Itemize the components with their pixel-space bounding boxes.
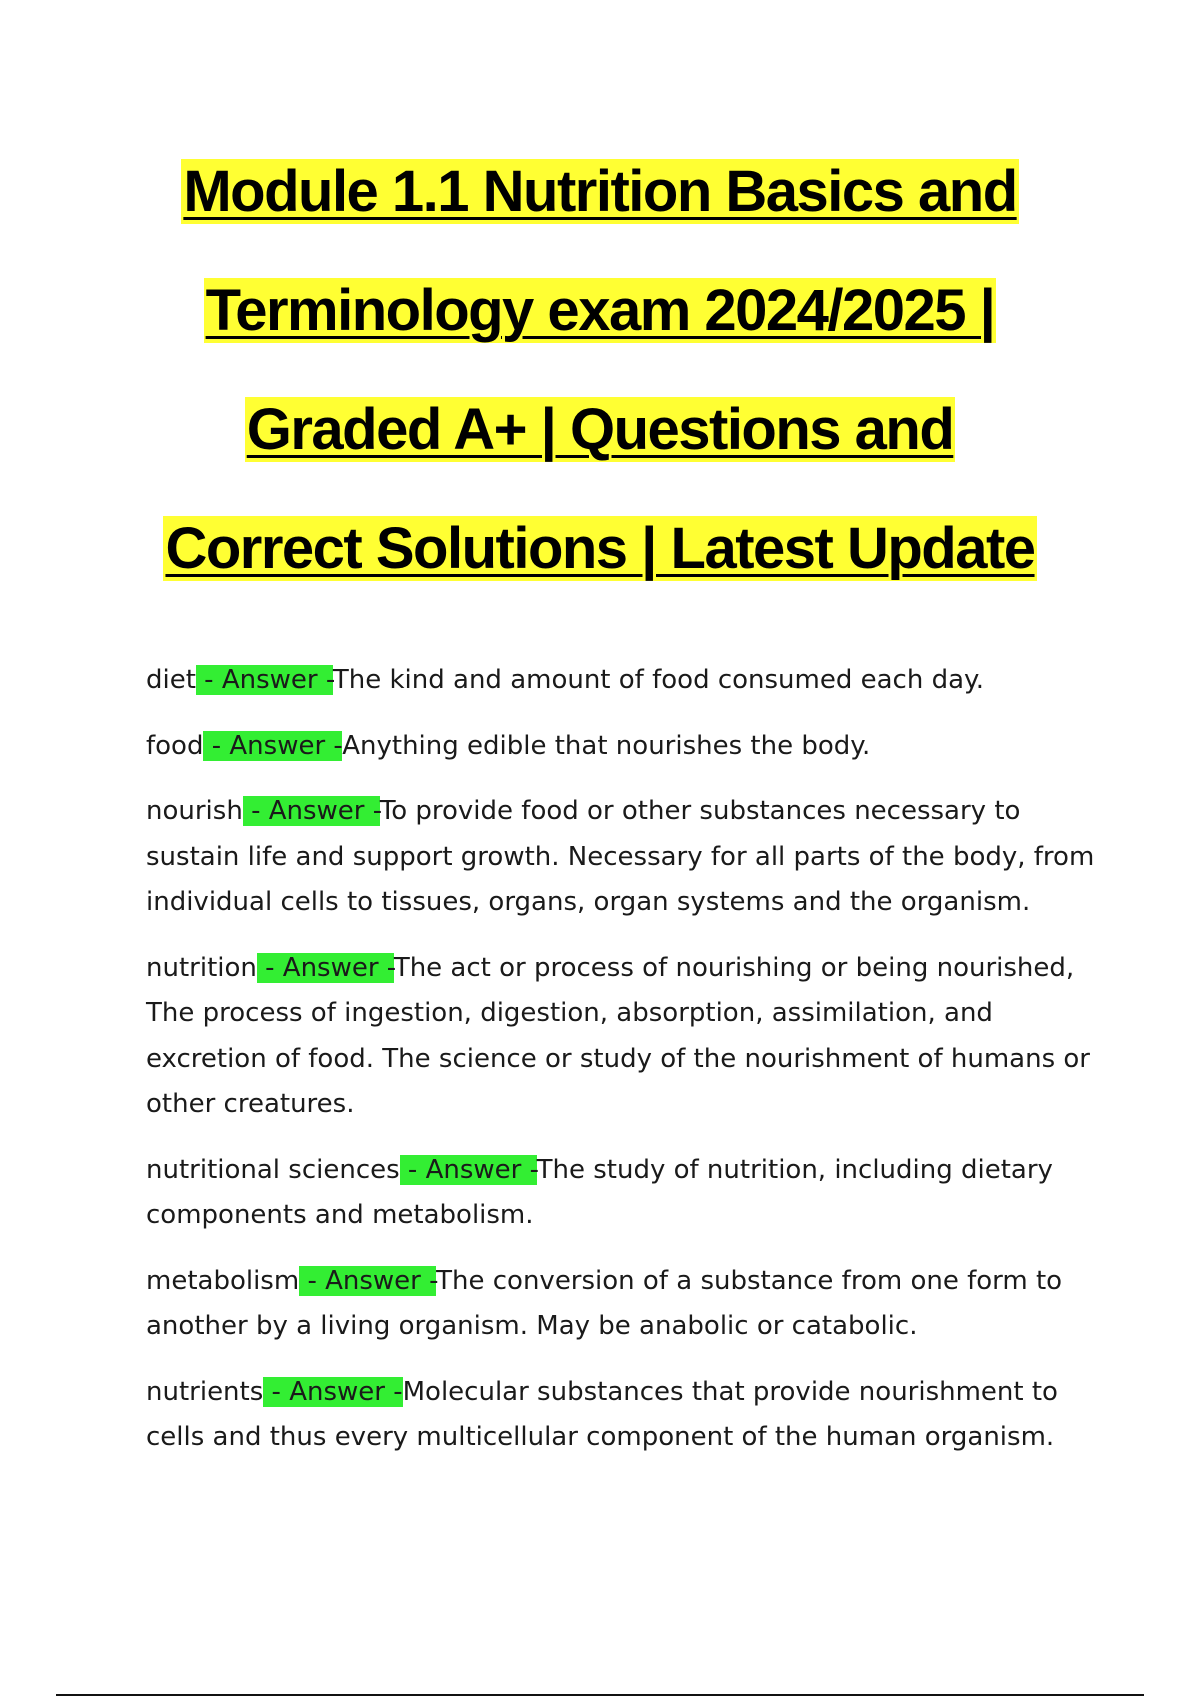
page-bottom-divider xyxy=(56,1694,1144,1696)
answer-tag: - Answer - xyxy=(256,952,394,983)
entry-term: nutrients xyxy=(146,1376,264,1407)
entry-term: diet xyxy=(146,665,196,695)
entry-definition: The kind and amount of food consumed each day. xyxy=(332,665,984,695)
qa-entry-diet xyxy=(146,658,1096,704)
answer-tag: - Answer - xyxy=(299,1265,437,1296)
entry-definition: Molecular substances that provide nourishment to cells and thus every multicellular component of the human organism. xyxy=(146,1376,1058,1452)
entry-definition: The study of nutrition, including dietary components and metabolism. xyxy=(146,1154,1053,1230)
title-line-text: Terminology exam 2024/2025 | xyxy=(205,278,995,343)
title-line-text: Graded A+ | Questions and xyxy=(246,397,954,462)
entry-definition: Anything edible that nourishes the body. xyxy=(342,730,871,761)
entry-definition: The act or process of nourishing or being nourished, The process of ingestion, digestion, absorption, assimilation, and excretion of food. The science or study of the nourishment of humans or other creatures. xyxy=(146,952,1090,1119)
title-line xyxy=(100,279,1100,358)
title-line-text: Module 1.1 Nutrition Basics and xyxy=(183,159,1017,224)
document-title xyxy=(100,160,1100,636)
entry-term: metabolism xyxy=(146,1265,300,1296)
title-line xyxy=(100,160,1100,239)
answer-tag: - Answer - xyxy=(195,665,333,695)
qa-entry-nutrition xyxy=(146,946,1096,1128)
answer-tag: - Answer - xyxy=(242,796,380,826)
answer-tag: - Answer - xyxy=(263,1376,403,1407)
answer-tag: - Answer - xyxy=(203,730,343,761)
qa-entries xyxy=(146,658,1096,1481)
entry-term: food xyxy=(146,730,204,761)
entry-definition: The conversion of a substance from one form to another by a living organism. May be anabolic or catabolic. xyxy=(146,1265,1063,1341)
title-line-text: Correct Solutions | Latest Update xyxy=(165,516,1035,581)
entry-definition: To provide food or other substances necessary to sustain life and support growth. Necessary for all parts of the body, from individual cells to tissues, organs, organ systems and the organism. xyxy=(146,796,1095,917)
title-line xyxy=(100,517,1100,596)
qa-entry-nutritional-sciences xyxy=(146,1148,1096,1239)
qa-entry-nutrients xyxy=(146,1370,1096,1461)
title-line xyxy=(100,398,1100,477)
qa-entry-metabolism xyxy=(146,1259,1096,1350)
entry-term: nourish xyxy=(146,796,243,826)
entry-term: nutritional sciences xyxy=(146,1154,400,1185)
answer-tag: - Answer - xyxy=(399,1154,537,1185)
qa-entry-nourish xyxy=(146,789,1096,926)
qa-entry-food xyxy=(146,724,1096,770)
entry-term: nutrition xyxy=(146,952,257,983)
